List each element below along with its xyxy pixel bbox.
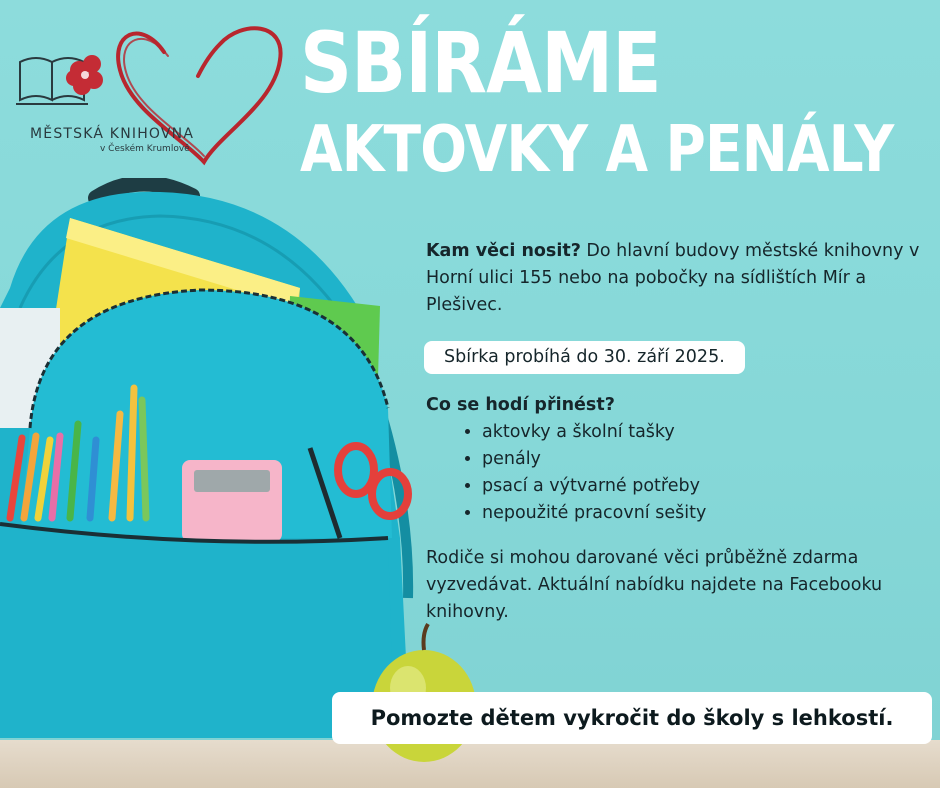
info-block bbox=[426, 238, 926, 626]
items-list bbox=[426, 419, 926, 527]
library-logo bbox=[14, 14, 294, 174]
items-title: Co se hodí přinést? bbox=[426, 395, 615, 415]
where-paragraph bbox=[426, 238, 926, 319]
headline-line-1: SBÍRÁME bbox=[300, 14, 661, 112]
where-text: Do hlavní budovy městské knihovny v Horní ulici 155 nebo na pobočky na sídlištích Mír a Plešivec. bbox=[426, 241, 920, 315]
where-label: Kam věci nosit? bbox=[426, 241, 581, 261]
backpack-illustration bbox=[0, 178, 480, 768]
headline-line-2: AKTOVKY A PENÁLY bbox=[300, 113, 894, 187]
cta-banner: Pomozte dětem vykročit do školy s lehkostí. bbox=[332, 692, 932, 744]
list-item: • psací a výtvarné potřeby bbox=[482, 473, 926, 500]
list-item: • aktovky a školní tašky bbox=[482, 419, 926, 446]
deadline-pill: Sbírka probíhá do 30. září 2025. bbox=[424, 341, 745, 374]
list-item: • penály bbox=[482, 446, 926, 473]
headline bbox=[300, 14, 930, 188]
list-item: • nepoužité pracovní sešity bbox=[482, 500, 926, 527]
flower-icon bbox=[66, 55, 103, 95]
library-location: v Českém Krumlově bbox=[100, 144, 190, 154]
parents-paragraph: Rodiče si mohou darované věci průběžně zdarma vyzvedávat. Aktuální nabídku najdete na Facebooku knihovny. bbox=[426, 548, 883, 622]
library-name: MĚSTSKÁ KNIHOVNA bbox=[30, 126, 195, 142]
